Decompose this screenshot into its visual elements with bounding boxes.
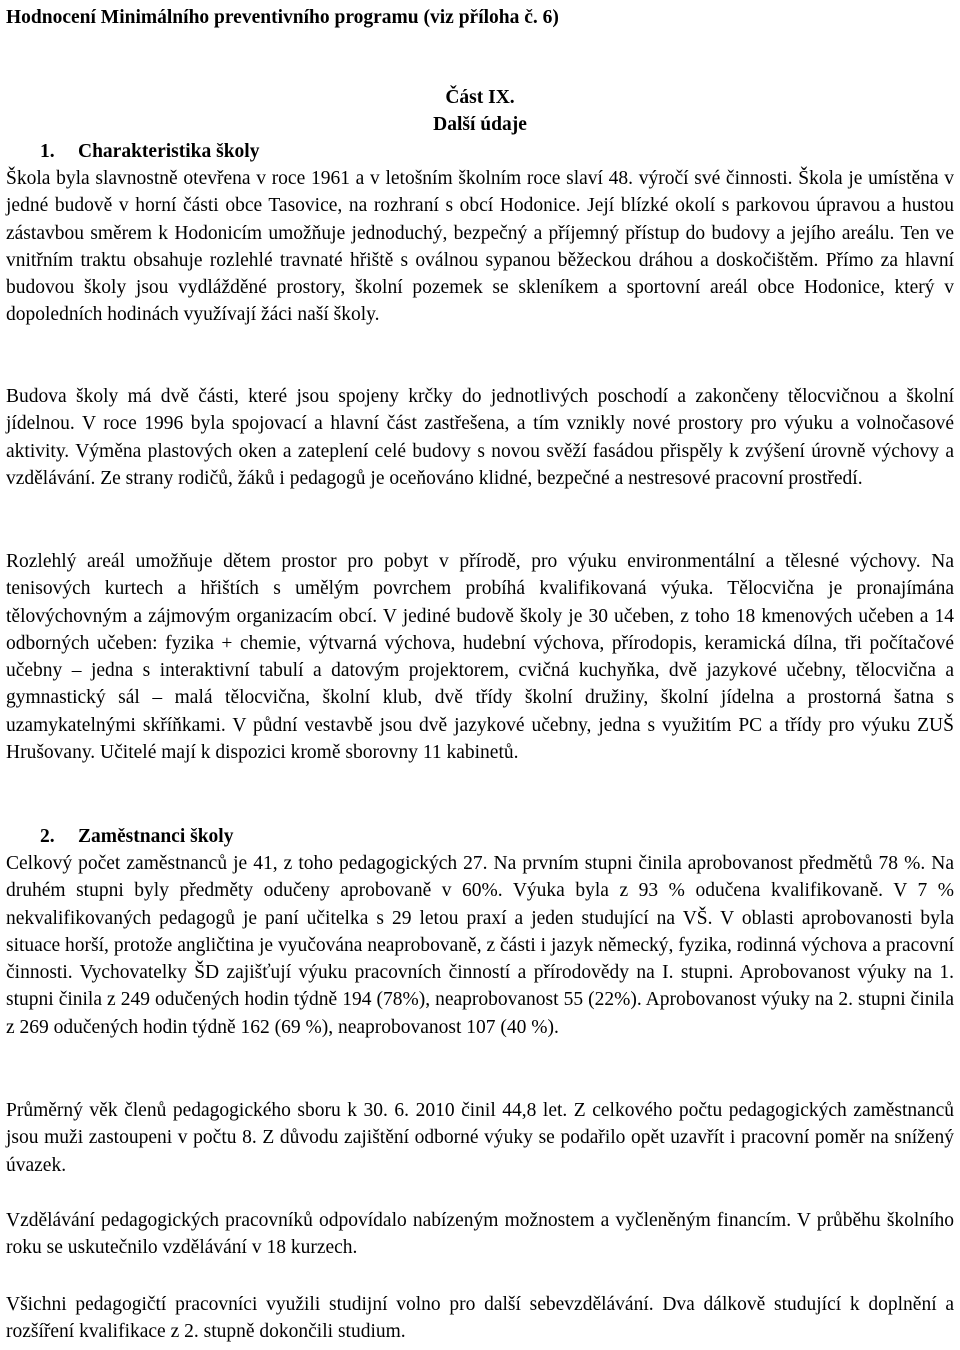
paragraph-staff-age [6, 1097, 954, 1179]
section-number: 1. [40, 141, 55, 162]
paragraph-text: Vzdělávání pedagogických pracovníků odpovídalo nabízeným možnostem a vyčleněným financím. V průběhu školního roku se uskutečnilo vzdělávání v 18 kurzech. [6, 1210, 954, 1259]
section-title: Zaměstnanci školy [78, 826, 234, 847]
section-heading-school-staff [40, 823, 233, 850]
paragraph-text: Celkový počet zaměstnanců je 41, z toho pedagogických 27. Na prvním stupni činila aprobovanost předmětů 78 %. Na druhém stupni byly předměty odučeny aprobovaně v 60%. Výuka byla z 93 % odučena kvalifikovaně. V 7 % nekvalifikovaných pedagogů je paní učitelka s 29 letou praxí a jeden studující na VŠ. V oblasti aprobovanosti byla situace horší, protože angličtina je vyučována neaprobovaně, z části i jazyk německý, fyzika, rodinná výchova a pracovní činnosti. Vychovatelky ŠD zajišťují výuku pracovních činností a přírodovědy na I. stupni. Aprobovanost výuky na 1. stupni činila z 249 odučených hodin týdně 194 (78%), neaprobovanost 55 (22%). Aprobovanost výuky na 2. stupni činila z 269 odučených hodin týdně 162 (69 %), neaprobovanost 107 (40 %). [6, 853, 954, 1038]
paragraph-text: Průměrný věk členů pedagogického sboru k 30. 6. 2010 činil 44,8 let. Z celkového počtu pedagogických zaměstnanců jsou muži zastoupeni v počtu 8. Z důvodu zajištění odborné výuky se podařilo opět uzavřít i pracovní poměr na snížený úvazek. [6, 1100, 954, 1176]
paragraph-text: Rozlehlý areál umožňuje dětem prostor pro pobyt v přírodě, pro výuku environmentální a tělesné výchovy. Na tenisových kurtech a hřištích s umělým povrchem probíhá kvalifikovaná výuka. Tělocvična je pronajímána tělovýchovným a zájmovým organizacím obcí. V jediné budově školy je 30 učeben, z toho 18 kmenových učeben a 14 odborných učeben: fyzika + chemie, výtvarná výchova, hudební výchova, přírodopis, keramická dílna, tři počítačové učebny – jedna s interaktivní tabulí a datovým projektorem, cvičná kuchyňka, dvě jazykové učebny, tělocvična a gymnastický sál – malá tělocvična, školní klub, dvě třídy školní družiny, školní jídelna a prostorná šatna s uzamykatelnými skříňkami. V půdní vestavbě jsou dvě jazykové učebny, jedna s využitím PC a třídy pro výuku ZUŠ Hrušovany. Učitelé mají k dispozici kromě sborovny 11 kabinetů. [6, 551, 954, 764]
paragraph-text: Budova školy má dvě části, které jsou spojeny krčky do jednotlivých poschodí a zakončeny tělocvičnou a školní jídelnou. V roce 1996 byla spojovací a hlavní část zastřešena, a tím vznikly nové prostory pro výuku a volnočasové aktivity. Výměna plastových oken a zateplení celé budovy s novou svěží fasádou přispěly k zvýšení úrovně výchovy a vzdělávání. Ze strany rodičů, žáků i pedagogů je oceňováno klidné, bezpečné a nestresové pracovní prostředí. [6, 386, 954, 489]
document-title: Hodnocení Minimálního preventivního programu (viz příloha č. 6) [6, 7, 559, 28]
paragraph-school-grounds [6, 548, 954, 766]
section-title: Charakteristika školy [78, 141, 260, 162]
paragraph-text: Škola byla slavnostně otevřena v roce 1961 a v letošním školním roce slaví 48. výročí své činnosti. Škola je umístěna v jedné budově v horní části obce Tasovice, na rozhraní s obcí Hodonice. Její blízké okolí s parkovou úpravou a hustou zástavbou směrem k Hodonicím umožňuje jednoduchý, bezpečný a příjemný přístup do budovy a jejího areálu. Ten ve vnitřním traktu obsahuje rozlehlé travnaté hřiště s oválnou sypanou běžeckou dráhou a doskočištěm. Přímo za hlavní budovou školy jsou vydlážděné prostory, školní pozemek se skleníkem a sportovní areál obce Hodonice, který v dopoledních hodinách využívají žáci naší školy. [6, 168, 954, 326]
part-subheading: Další údaje [433, 114, 527, 135]
section-number: 2. [40, 826, 55, 847]
paragraph-text: Všichni pedagogičtí pracovníci využili studijní volno pro další sebevzdělávání. Dva dálkově studující k doplnění a rozšíření kvalifikace z 2. stupně dokončili studium. [6, 1294, 954, 1343]
paragraph-school-opening [6, 165, 954, 329]
paragraph-staff-count [6, 850, 954, 1041]
part-heading: Část IX. [445, 87, 515, 108]
section-heading-school-characteristics [40, 138, 259, 165]
paragraph-school-building [6, 383, 954, 492]
paragraph-staff-education [6, 1207, 954, 1262]
paragraph-staff-study-leave [6, 1291, 954, 1346]
